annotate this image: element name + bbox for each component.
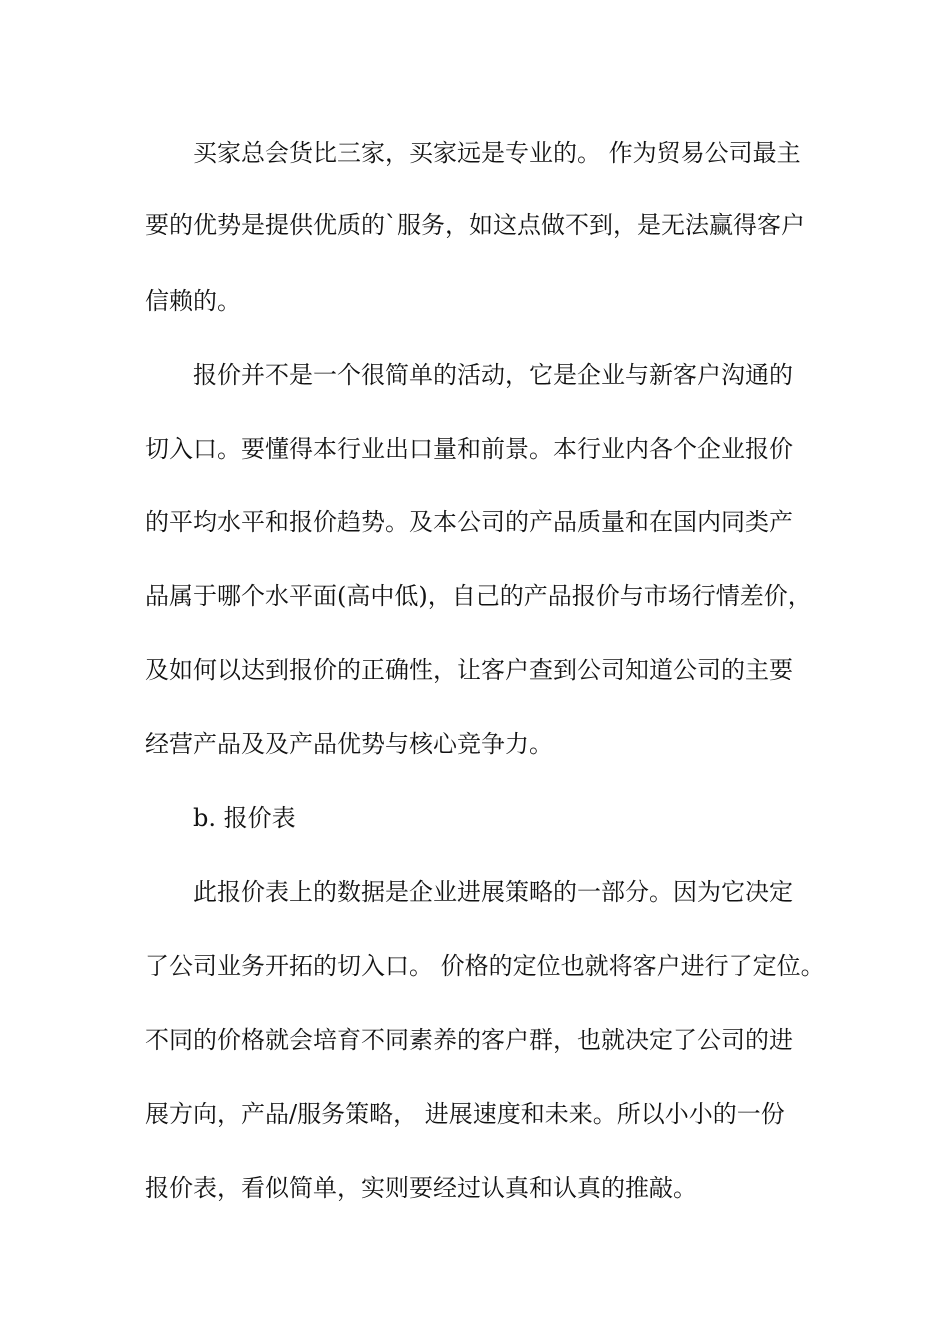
paragraph-2-line-2: 切入口。要懂得本行业出口量和前景。本行业内各个企业报价 — [145, 435, 793, 463]
paragraph-3-line-3: 不同的价格就会培育不同素养的客户群，也就决定了公司的进 — [145, 1026, 793, 1054]
paragraph-3-line-5: 报价表，看似简单，实则要经过认真和认真的推敲。 — [145, 1174, 697, 1202]
paragraph-2-line-1: 报价并不是一个很简单的活动，它是企业与新客户沟通的 — [193, 361, 793, 389]
paragraph-1-line-2: 要的优势是提供优质的`服务，如这点做不到，是无法赢得客户 — [145, 211, 805, 239]
paragraph-3-line-1: 此报价表上的数据是企业进展策略的一部分。因为它决定 — [193, 878, 793, 906]
paragraph-2-line-5: 及如何以达到报价的正确性，让客户查到公司知道公司的主要 — [145, 656, 793, 684]
section-heading: b. 报价表 — [193, 804, 296, 832]
paragraph-2-line-4: 品属于哪个水平面(高中低)，自己的产品报价与市场行情差价， — [145, 582, 812, 610]
paragraph-1-line-1: 买家总会货比三家，买家远是专业的。 作为贸易公司最主 — [193, 139, 801, 167]
paragraph-3-line-2: 了公司业务开拓的切入口。 价格的定位也就将客户进行了定位。 — [145, 952, 825, 980]
paragraph-3-line-4: 展方向，产品/服务策略， 进展速度和未来。所以小小的一份 — [145, 1100, 785, 1128]
paragraph-2-line-6: 经营产品及及产品优势与核心竞争力。 — [145, 730, 553, 758]
paragraph-1-line-3: 信赖的。 — [145, 287, 241, 315]
paragraph-2-line-3: 的平均水平和报价趋势。及本公司的产品质量和在国内同类产 — [145, 508, 793, 536]
